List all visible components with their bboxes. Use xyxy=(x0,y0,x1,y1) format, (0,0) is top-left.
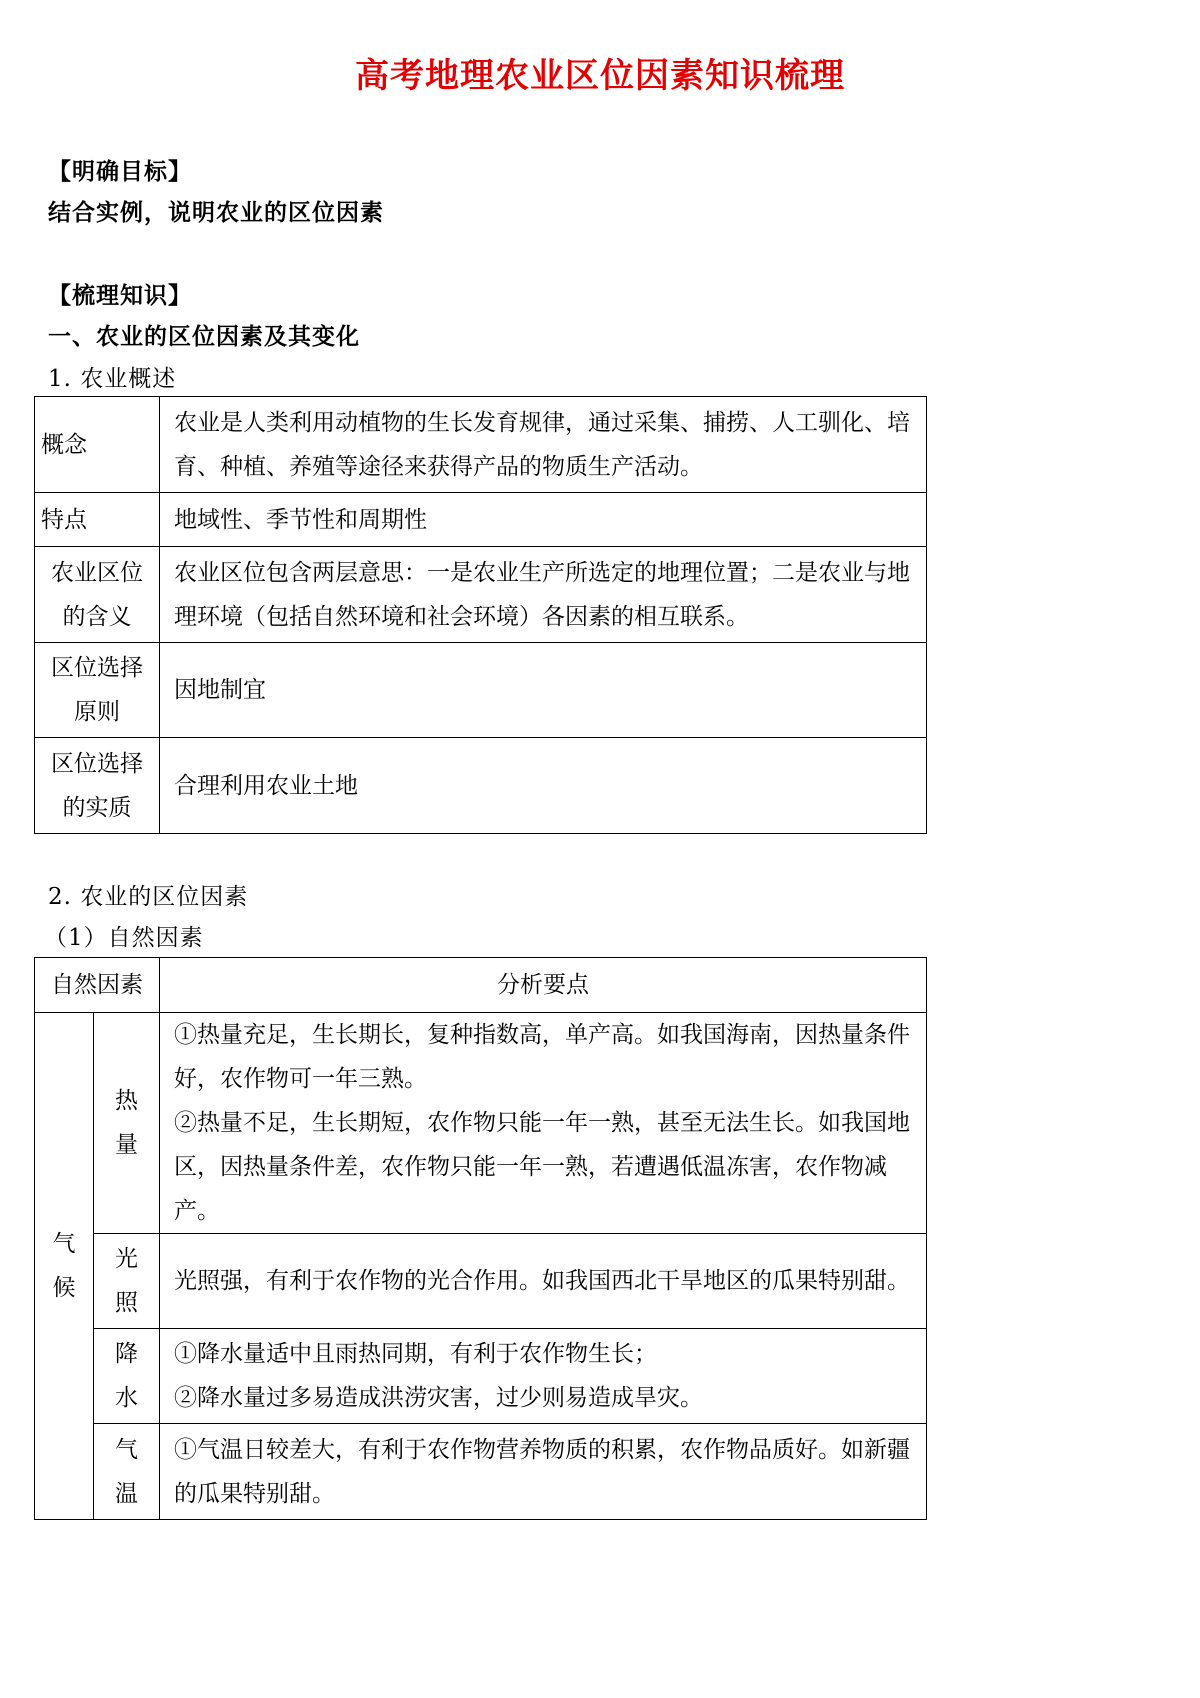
overview-label: 区位选择的实质 xyxy=(35,738,160,834)
table-row xyxy=(35,1234,927,1329)
table-row xyxy=(35,1013,927,1234)
table-row xyxy=(35,547,927,643)
factor-label: 降水 xyxy=(115,1341,138,1411)
overview-content: 因地制宜 xyxy=(160,643,927,738)
climate-group-label: 气候 xyxy=(52,1231,76,1301)
overview-label: 农业区位的含义 xyxy=(35,547,160,643)
factor-cell xyxy=(94,1329,160,1424)
analysis-line: 光照强，有利于农作物的光合作用。如我国西北干旱地区的瓜果特别甜。 xyxy=(174,1268,910,1294)
analysis-cell xyxy=(160,1234,927,1329)
analysis-line: ①热量充足，生长期长，复种指数高，单产高。如我国海南，因热量条件好，农作物可一年三熟。 xyxy=(174,1022,910,1092)
table-row xyxy=(35,643,927,738)
overview-content: 农业区位包含两层意思：一是农业生产所选定的地理位置；二是农业与地理环境（包括自然环境和社会环境）各因素的相互联系。 xyxy=(160,547,927,643)
overview-table xyxy=(34,396,927,834)
table-header-row xyxy=(35,958,927,1013)
climate-group-cell xyxy=(35,1013,94,1520)
knowledge-heading: 【梳理知识】 xyxy=(48,282,192,309)
overview-content: 合理利用农业土地 xyxy=(160,738,927,834)
table-row xyxy=(35,1329,927,1424)
analysis-cell xyxy=(160,1329,927,1424)
overview-label: 区位选择原则 xyxy=(35,643,160,738)
factor-cell xyxy=(94,1234,160,1329)
subsection-2-title: 2. 农业的区位因素 xyxy=(48,884,249,910)
analysis-line: ①降水量适中且雨热同期，有利于农作物生长； xyxy=(174,1341,657,1367)
factor-label: 光照 xyxy=(115,1246,138,1316)
analysis-line: ②热量不足，生长期短，农作物只能一年一熟，甚至无法生长。如我国地区，因热量条件差，农作物只能一年一熟，若遭遇低温冻害，农作物减产。 xyxy=(174,1110,910,1224)
table-row xyxy=(35,738,927,834)
factor-label: 热量 xyxy=(115,1088,138,1158)
natural-factors-table xyxy=(34,957,927,1520)
overview-content: 农业是人类利用动植物的生长发育规律，通过采集、捕捞、人工驯化、培育、种植、养殖等途径来获得产品的物质生产活动。 xyxy=(160,397,927,493)
analysis-line: ①气温日较差大，有利于农作物营养物质的积累，农作物品质好。如新疆的瓜果特别甜。 xyxy=(174,1436,910,1507)
factor-cell xyxy=(94,1424,160,1520)
table-row xyxy=(35,1424,927,1520)
goal-heading: 【明确目标】 xyxy=(48,158,192,185)
section-1-title: 一、农业的区位因素及其变化 xyxy=(48,323,360,350)
table-row xyxy=(35,397,927,493)
subsection-1-title: 1. 农业概述 xyxy=(48,366,177,392)
subsection-2a-title: （1）自然因素 xyxy=(44,925,204,951)
overview-label: 概念 xyxy=(35,397,160,493)
table-row xyxy=(35,493,927,547)
overview-label: 特点 xyxy=(35,493,160,547)
analysis-cell xyxy=(160,1013,927,1234)
goal-text: 结合实例，说明农业的区位因素 xyxy=(48,199,384,226)
overview-content: 地域性、季节性和周期性 xyxy=(160,493,927,547)
analysis-cell xyxy=(160,1424,927,1520)
header-analysis-points: 分析要点 xyxy=(160,958,927,1013)
header-natural-factor: 自然因素 xyxy=(35,958,160,1013)
document-title: 高考地理农业区位因素知识梳理 xyxy=(355,56,845,96)
factor-label: 气温 xyxy=(115,1436,138,1507)
analysis-line: ②降水量过多易造成洪涝灾害，过少则易造成旱灾。 xyxy=(174,1385,703,1411)
factor-cell xyxy=(94,1013,160,1234)
